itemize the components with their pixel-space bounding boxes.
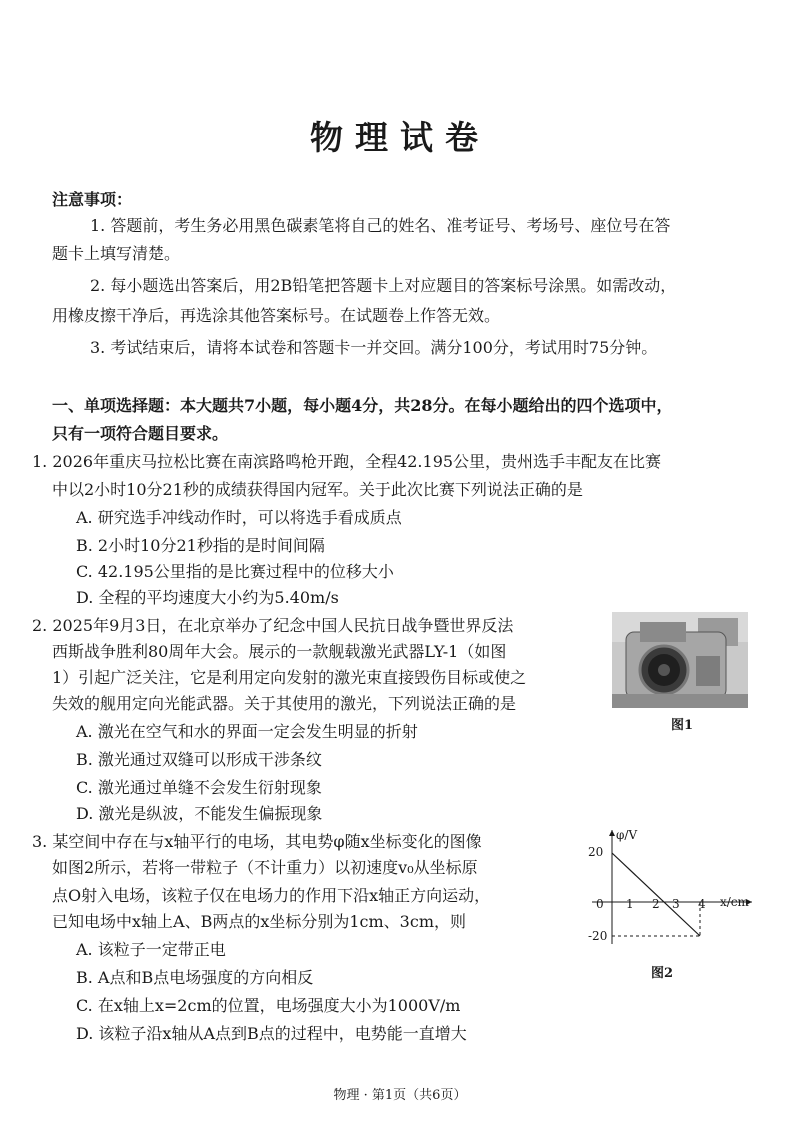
q1-option-b: B. 2小时10分21秒指的是时间间隔 xyxy=(76,536,325,555)
q1-option-a: A. 研究选手冲线动作时，可以将选手看成质点 xyxy=(76,508,402,527)
y-axis-label: φ/V xyxy=(616,828,638,842)
x-axis-label: x/cm xyxy=(720,895,749,909)
q2-stem-line-2: 西斯战争胜利80周年大会。展示的一款舰载激光武器LY-1（如图 xyxy=(52,642,507,661)
y-tick-label: -20 xyxy=(588,929,608,943)
q2-option-b: B. 激光通过双缝可以形成干涉条纹 xyxy=(76,750,322,769)
q2-stem-line-1: 2. 2025年9月3日，在北京举办了纪念中国人民抗日战争暨世界反法 xyxy=(32,616,514,635)
x-tick-label: 1 xyxy=(626,897,634,911)
q3-option-a: A. 该粒子一定带正电 xyxy=(76,940,226,959)
q1-stem-line-1: 1. 2026年重庆马拉松比赛在南滨路鸣枪开跑，全程42.195公里，贵州选手丰配友在比赛 xyxy=(32,452,662,471)
q3-option-d: D. 该粒子沿x轴从A点到B点的过程中，电势能一直增大 xyxy=(76,1024,467,1043)
notice-item-3: 3. 考试结束后，请将本试卷和答题卡一并交回。满分100分，考试用时75分钟。 xyxy=(90,338,658,357)
section-heading-line-1: 一、单项选择题：本大题共7小题，每小题4分，共28分。在每小题给出的四个选项中， xyxy=(52,396,673,415)
potential-line xyxy=(612,853,700,936)
notice-item-2-line-2: 用橡皮擦干净后，再选涂其他答案标号。在试题卷上作答无效。 xyxy=(52,306,501,325)
q3-stem-line-4: 已知电场中x轴上A、B两点的x坐标分别为1cm、3cm，则 xyxy=(52,912,466,931)
y-tick-label: 20 xyxy=(588,845,604,859)
notice-item-2-line-1: 2. 每小题选出答案后，用2B铅笔把答题卡上对应题目的答案标号涂黑。如需改动， xyxy=(90,276,677,295)
q1-option-d: D. 全程的平均速度大小约为5.40m/s xyxy=(76,588,339,607)
q3-stem-line-3: 点O射入电场，该粒子仅在电场力的作用下沿x轴正方向运动， xyxy=(52,886,491,905)
q2-option-d: D. 激光是纵波，不能发生偏振现象 xyxy=(76,804,323,823)
laser-weapon-photo xyxy=(612,612,748,708)
q2-option-c: C. 激光通过单缝不会发生衍射现象 xyxy=(76,778,322,797)
laser-weapon-illustration xyxy=(612,612,748,708)
potential-graph xyxy=(584,826,756,950)
figure-2-caption: 图2 xyxy=(651,966,674,981)
q3-option-c: C. 在x轴上x=2cm的位置，电场强度大小为1000V/m xyxy=(76,996,461,1015)
q2-stem-line-3: 1）引起广泛关注，它是利用定向发射的激光束直接毁伤目标或使之 xyxy=(52,668,527,687)
q2-stem-line-4: 失效的舰用定向光能武器。关于其使用的激光，下列说法正确的是 xyxy=(52,694,517,713)
origin-label: 0 xyxy=(596,897,604,911)
x-tick-label: 2 xyxy=(652,897,660,911)
notice-item-1-line-1: 1. 答题前，考生务必用黑色碳素笔将自己的姓名、准考证号、考场号、座位号在答 xyxy=(90,216,671,235)
q3-option-b: B. A点和B点电场强度的方向相反 xyxy=(76,968,314,987)
notice-heading: 注意事项： xyxy=(52,190,133,209)
q1-stem-line-2: 中以2小时10分21秒的成绩获得国内冠军。关于此次比赛下列说法正确的是 xyxy=(52,480,583,499)
q1-option-c: C. 42.195公里指的是比赛过程中的位移大小 xyxy=(76,562,394,581)
q3-stem-line-1: 3. 某空间中存在与x轴平行的电场，其电势φ随x坐标变化的图像 xyxy=(32,832,482,851)
page-footer: 物理 · 第1页（共6页） xyxy=(333,1088,467,1103)
notice-item-1-line-2: 题卡上填写清楚。 xyxy=(52,244,181,263)
figure-1-caption: 图1 xyxy=(671,718,694,733)
x-tick-label: 3 xyxy=(672,897,680,911)
page-title: 物理试卷 xyxy=(310,118,490,157)
section-heading-line-2: 只有一项符合题目要求。 xyxy=(52,424,229,443)
x-tick-label: 4 xyxy=(698,897,706,911)
q2-option-a: A. 激光在空气和水的界面一定会发生明显的折射 xyxy=(76,722,418,741)
y-axis-arrow-icon xyxy=(609,830,615,836)
q3-stem-line-2: 如图2所示，若将一带粒子（不计重力）以初速度v₀从坐标原 xyxy=(52,858,478,877)
